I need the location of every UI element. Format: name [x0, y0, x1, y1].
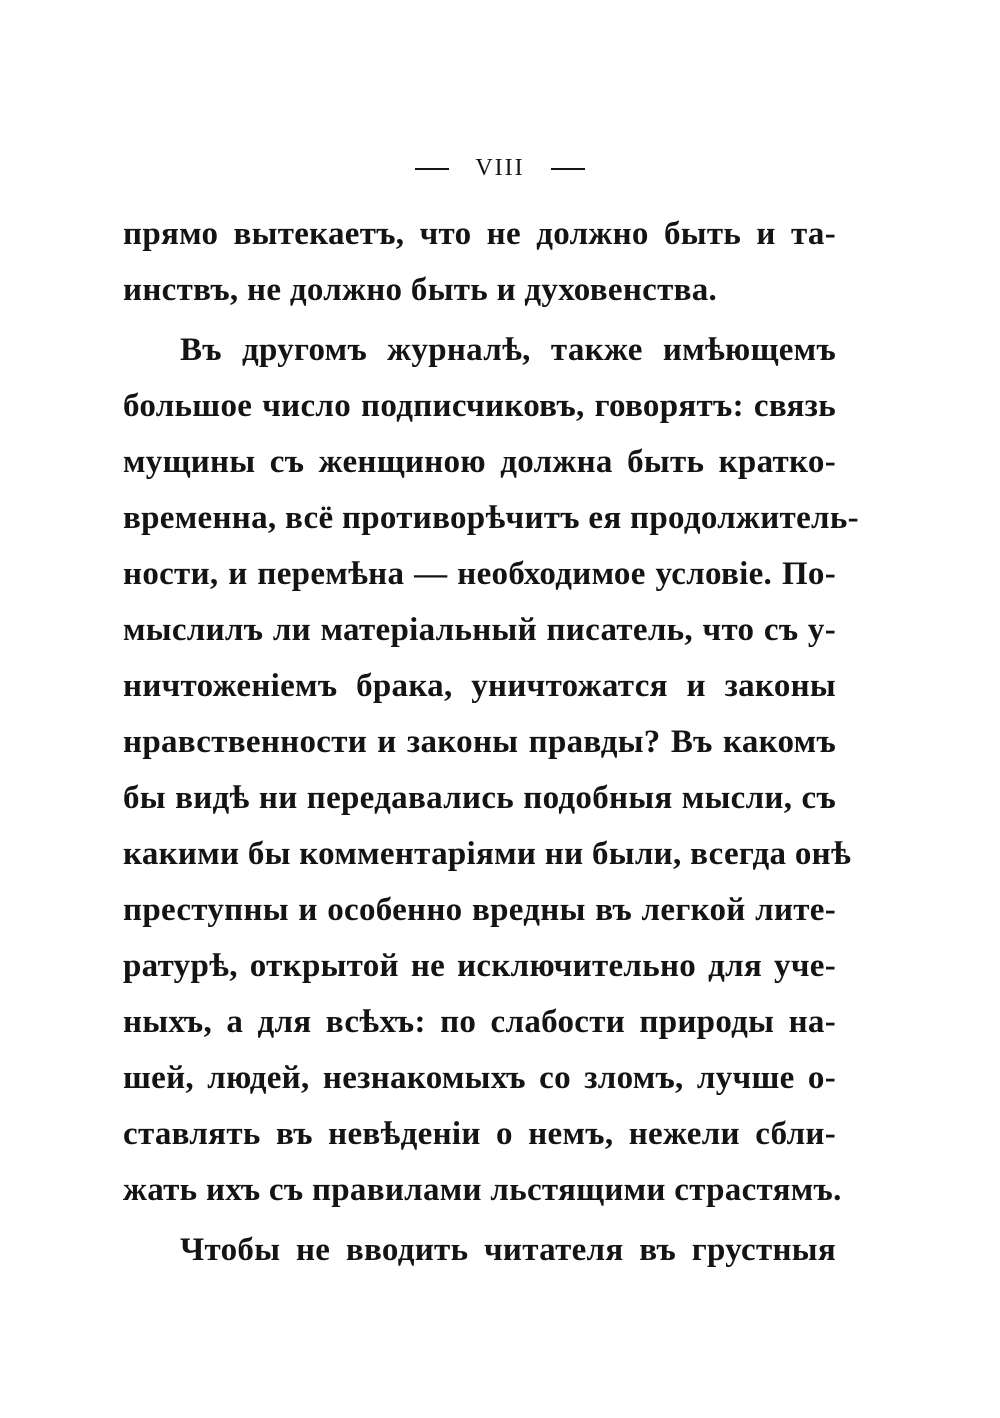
text-line: ставлять въ невѣденіи о немъ, нежели сбли- [123, 1116, 836, 1152]
page-number: VIII [475, 155, 525, 181]
text-line: ности, и перемѣна — необходимое условіе. По- [123, 556, 836, 592]
text-line: ныхъ, а для всѣхъ: по слабости природы на- [123, 1004, 836, 1040]
text-line: какими бы комментаріями ни были, всегда онѣ [123, 836, 852, 872]
text-line: мыслилъ ли матеріальный писатель, что съ у- [123, 612, 836, 648]
text-line: временна, всё противорѣчитъ ея продолжитель- [123, 500, 859, 536]
text-line: ратурѣ, открытой не исключительно для уче- [123, 948, 836, 984]
text-line: преступны и особенно вредны въ легкой лите- [123, 892, 836, 928]
header-dash-left [415, 168, 449, 170]
paragraph-first-line: Чтобы не вводить читателя въ грустныя [180, 1232, 836, 1268]
text-line: шей, людей, незнакомыхъ со зломъ, лучше о- [123, 1060, 836, 1096]
text-line: большое число подписчиковъ, говорятъ: связь [123, 388, 836, 424]
text-line: мущины съ женщиною должна быть кратко- [123, 444, 836, 480]
text-line: бы видѣ ни передавались подобныя мысли, съ [123, 780, 836, 816]
text-line: прямо вытекаетъ, что не должно быть и та- [123, 216, 836, 252]
text-line: инствъ, не должно быть и духовенства. [123, 272, 718, 308]
text-line: ничтоженіемъ брака, уничтожатся и законы [123, 668, 836, 704]
text-line: жать ихъ съ правилами льстящими страстямъ. [123, 1172, 842, 1208]
paragraph-first-line: Въ другомъ журналѣ, также имѣющемъ [180, 332, 836, 368]
page-header [0, 150, 1000, 186]
header-dash-right [551, 168, 585, 170]
text-line: нравственности и законы правды? Въ какомъ [123, 724, 836, 760]
